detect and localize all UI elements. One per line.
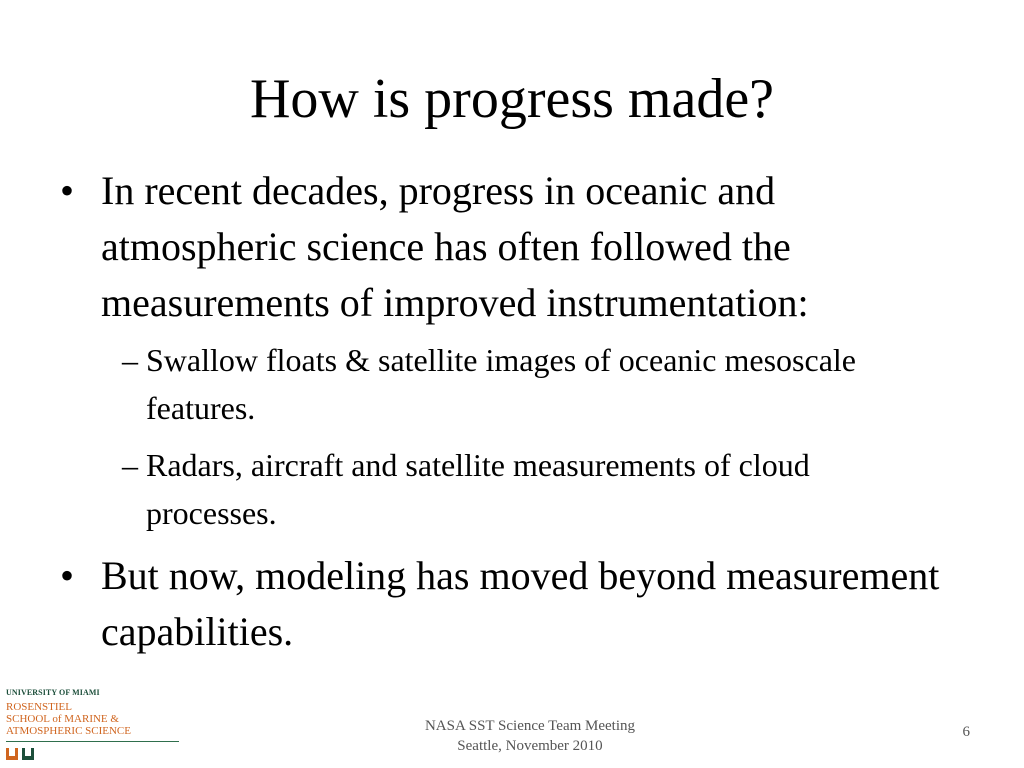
dash-glyph: – — [122, 447, 138, 483]
bullet-text: In recent decades, progress in oceanic and atmospheric science has often followed the measurements of improved instrumentation: — [101, 168, 809, 325]
school-name-line-2: SCHOOL of MARINE & — [6, 713, 119, 725]
bullet-item — [60, 548, 940, 660]
sub-bullet-text: Swallow floats & satellite images of oceanic mesoscale features. — [146, 342, 856, 426]
logo-divider — [6, 741, 179, 742]
footer-event: NASA SST Science Team Meeting — [424, 718, 636, 734]
university-logo — [6, 688, 186, 768]
school-name-line-1: ROSENSTIEL — [6, 701, 72, 713]
bullet-item — [60, 163, 940, 331]
sub-bullet-item — [122, 441, 922, 537]
u-logo-icon — [6, 748, 40, 760]
bullet-text: But now, modeling has moved beyond measurement capabilities. — [101, 553, 940, 654]
footer — [380, 716, 680, 756]
sub-bullet-item — [122, 336, 922, 432]
university-name: UNIVERSITY OF MIAMI — [6, 688, 100, 697]
page-number: 6 — [962, 724, 970, 740]
slide-title: How is progress made? — [249, 68, 775, 130]
school-name-line-3: ATMOSPHERIC SCIENCE — [6, 725, 131, 737]
footer-location-date: Seattle, November 2010 — [457, 738, 603, 754]
dash-glyph: – — [122, 342, 138, 378]
bullet-glyph: • — [60, 553, 75, 598]
sub-bullet-text: Radars, aircraft and satellite measurements of cloud processes. — [146, 447, 810, 531]
bullet-glyph: • — [60, 168, 75, 213]
